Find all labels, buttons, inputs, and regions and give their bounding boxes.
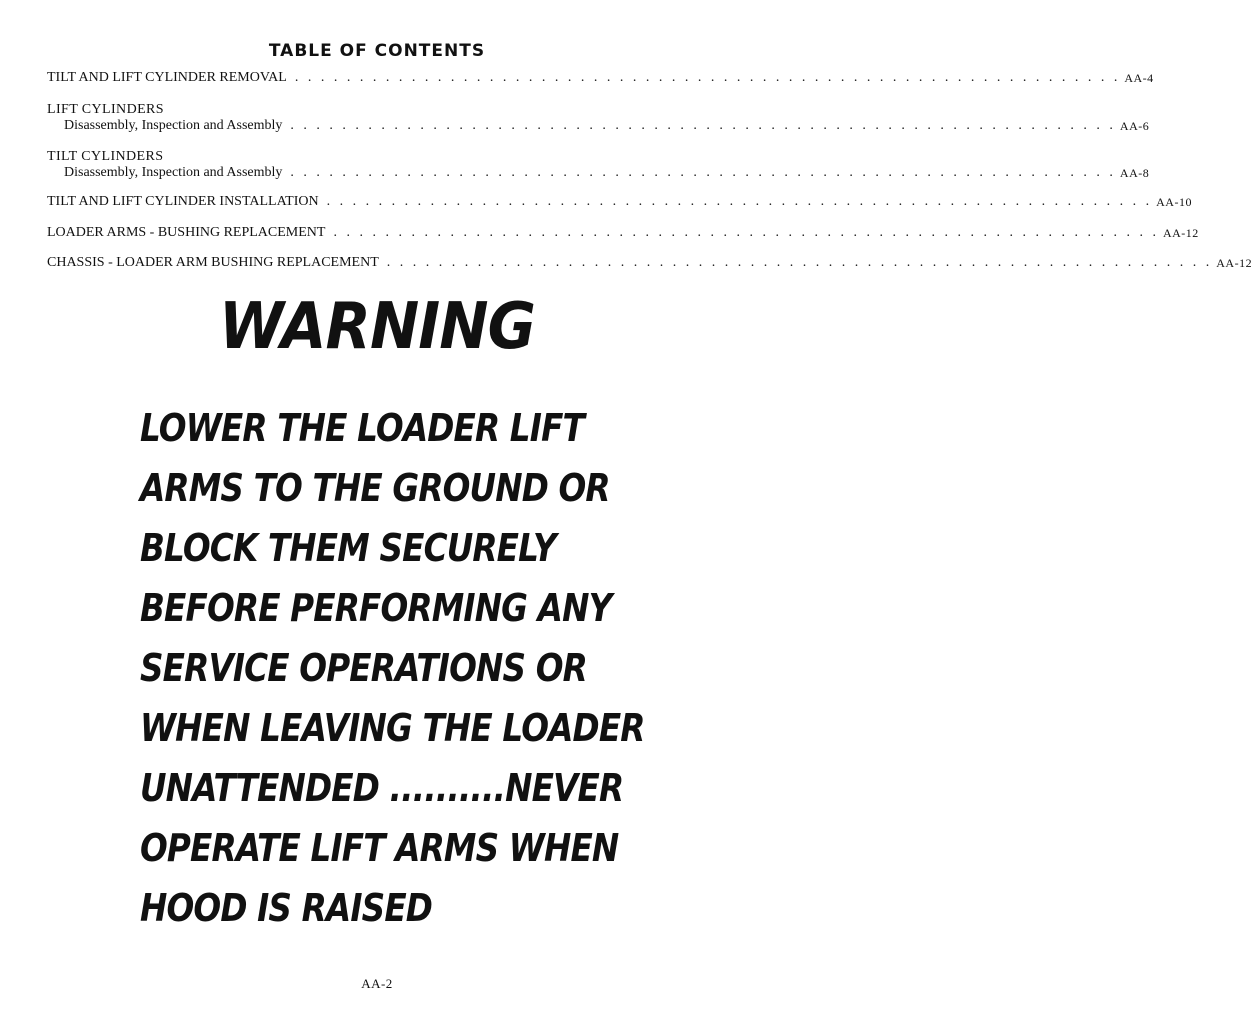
toc-title: TABLE OF CONTENTS [268,41,486,61]
warning-line: BEFORE PERFORMING ANY [140,586,612,630]
toc-entry-label: Disassembly, Inspection and Assembly [64,118,283,133]
toc-entry [47,149,1150,194]
toc-entry-heading: TILT CYLINDERS [47,149,164,164]
dot-leader: . . . . . . . . . . . . . . . . . . . . . . . . . . . . . . . . . . . . . . . . . . . . . . . . . . . . . . . . . . . . . . . . [326,194,1153,209]
toc-entry-page: AA-10 [1156,195,1192,209]
toc-entry-label: TILT AND LIFT CYLINDER REMOVAL [47,70,287,85]
page-number: AA-2 [361,976,393,991]
warning-message [140,398,740,938]
toc-entry-page: AA-12 [1162,226,1199,240]
table-of-contents [47,70,1252,277]
warning-line: ARMS TO THE GROUND OR [140,466,610,510]
warning-title: WARNING [218,290,536,364]
toc-entry [47,194,1192,225]
warning-line: OPERATE LIFT ARMS WHEN [140,826,619,870]
toc-entry-label: LOADER ARMS - BUSHING REPLACEMENT [47,225,326,240]
toc-entry-page: AA-12 [1216,256,1252,270]
toc-entry-label: CHASSIS - LOADER ARM BUSHING REPLACEMENT [47,255,379,270]
toc-entry-page: AA-6 [1119,119,1150,133]
toc-entry [47,225,1199,255]
dot-leader: . . . . . . . . . . . . . . . . . . . . . . . . . . . . . . . . . . . . . . . . . . . . . . . . . . . . . . . . . . . . . . . . [386,255,1213,270]
toc-entry [47,70,1154,102]
toc-entry [47,255,1252,277]
dot-leader: . . . . . . . . . . . . . . . . . . . . . . . . . . . . . . . . . . . . . . . . . . . . . . . . . . . . . . . . . . . . . . . . [294,70,1121,85]
toc-entry-page: AA-8 [1119,166,1150,180]
toc-entry [47,102,1150,149]
warning-line: BLOCK THEM SECURELY [140,526,556,570]
warning-line: UNATTENDED ..........NEVER [140,766,624,810]
warning-line: LOWER THE LOADER LIFT [140,406,584,450]
dot-leader: . . . . . . . . . . . . . . . . . . . . . . . . . . . . . . . . . . . . . . . . . . . . . . . . . . . . . . . . . . . . . . . . [290,165,1116,180]
toc-entry-heading: LIFT CYLINDERS [47,102,164,117]
toc-entry-page: AA-4 [1124,71,1154,85]
dot-leader: . . . . . . . . . . . . . . . . . . . . . . . . . . . . . . . . . . . . . . . . . . . . . . . . . . . . . . . . . . . . . . . . [290,118,1116,133]
warning-line: WHEN LEAVING THE LOADER [140,706,645,750]
warning-line: SERVICE OPERATIONS OR [140,646,587,690]
warning-line: HOOD IS RAISED [140,886,433,930]
toc-entry-label: TILT AND LIFT CYLINDER INSTALLATION [47,194,319,209]
dot-leader: . . . . . . . . . . . . . . . . . . . . . . . . . . . . . . . . . . . . . . . . . . . . . . . . . . . . . . . . . . . . . . . . [333,225,1159,240]
toc-entry-label: Disassembly, Inspection and Assembly [64,165,283,180]
